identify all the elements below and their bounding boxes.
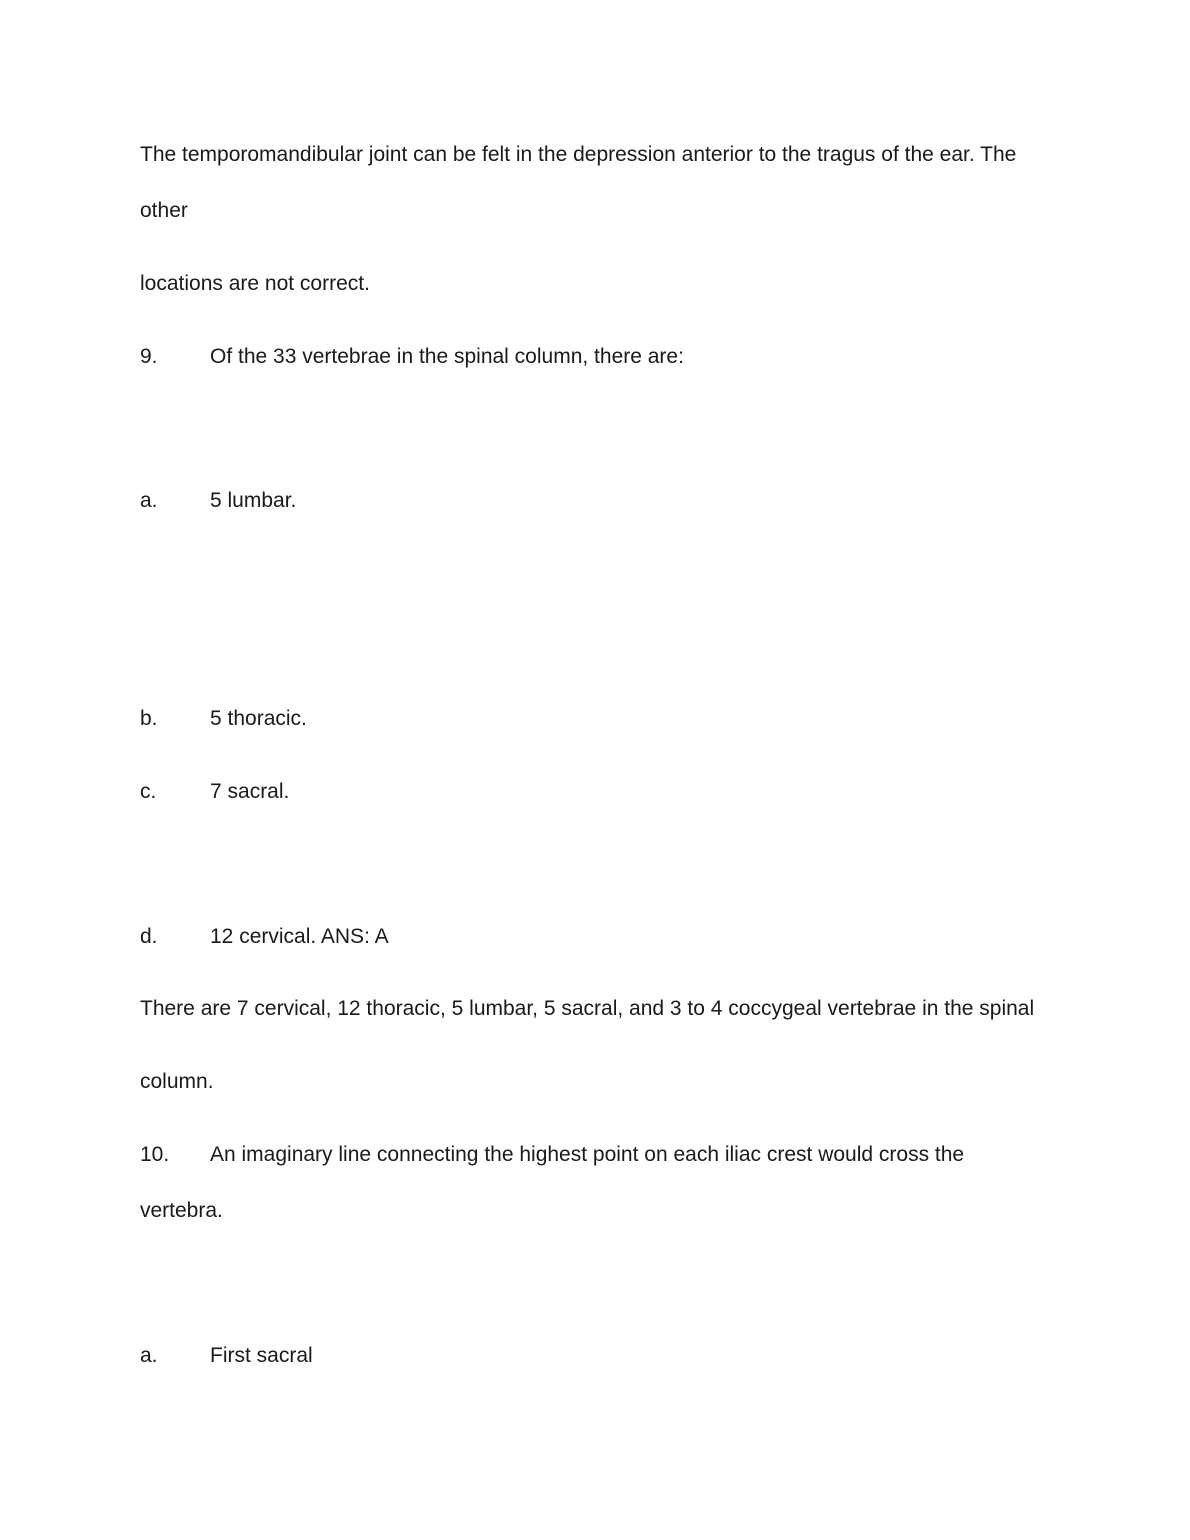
rationale-text-line: column. [140,1070,214,1093]
option-text: 12 cervical. ANS: A [210,925,389,948]
question-9-stem [140,344,684,370]
answer-option [140,488,296,514]
question-text: Of the 33 vertebrae in the spinal column, there are: [210,345,684,368]
question-number: 9. [140,345,158,368]
answer-option [140,924,389,950]
rationale-text-line: There are 7 cervical, 12 thoracic, 5 lumbar, 5 sacral, and 3 to 4 coccygeal vertebrae in the spinal [140,997,1035,1020]
option-text: 5 lumbar. [210,489,297,512]
option-marker: c. [140,780,157,803]
option-marker: a. [140,489,158,512]
rationale-text-line: other [140,199,188,222]
question-text-continuation: vertebra. [140,1199,223,1222]
rationale-text-line: The temporomandibular joint can be felt in the depression anterior to the tragus of the ear. The [140,143,1017,166]
option-marker: d. [140,925,158,948]
answer-option [140,706,307,732]
option-text: First sacral [210,1344,313,1367]
question-number: 10. [140,1143,170,1166]
option-text: 7 sacral. [210,780,290,803]
option-marker: b. [140,707,158,730]
option-text: 5 thoracic. [210,707,307,730]
question-10-stem [140,1142,964,1168]
question-text: An imaginary line connecting the highest point on each iliac crest would cross the [210,1143,965,1166]
rationale-text-line: locations are not correct. [140,272,370,295]
answer-option [140,779,289,805]
option-marker: a. [140,1344,158,1367]
answer-option [140,1343,313,1369]
